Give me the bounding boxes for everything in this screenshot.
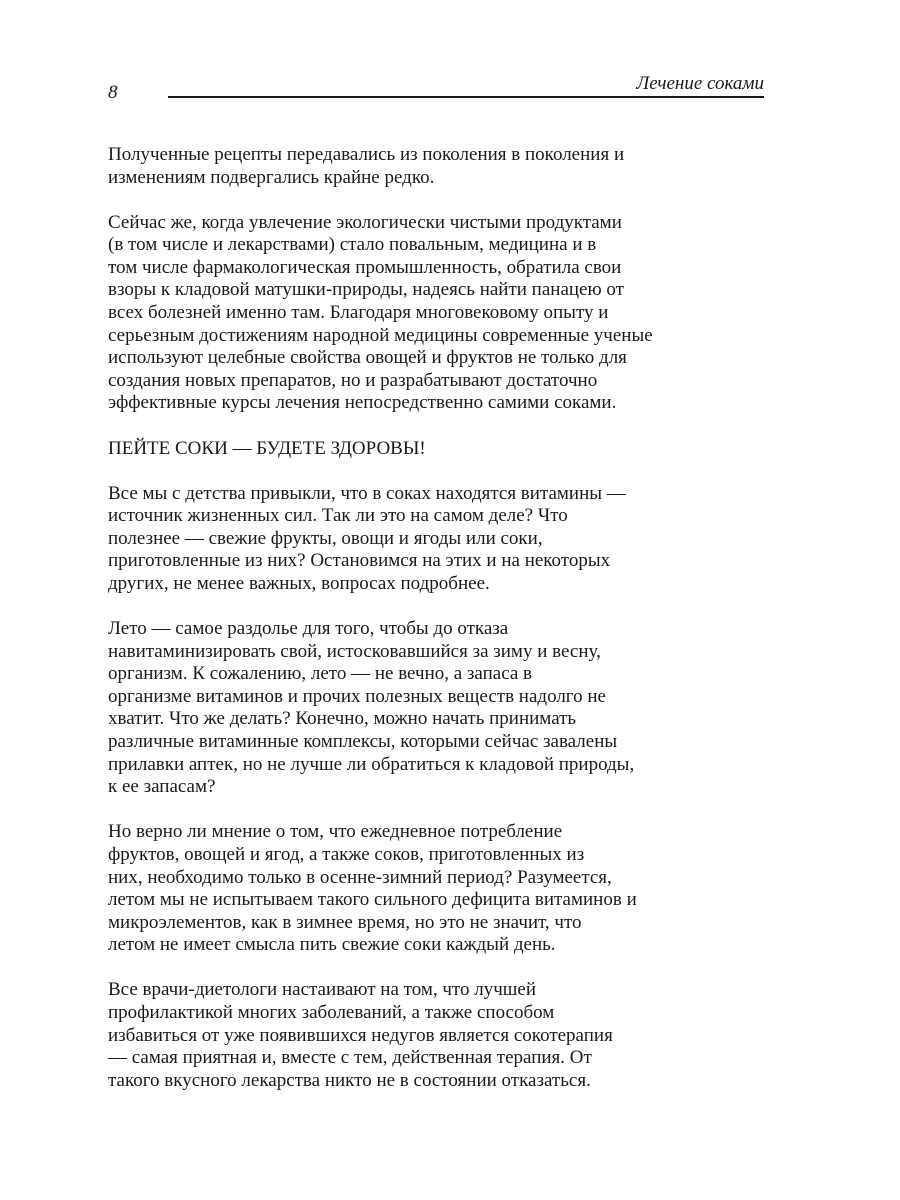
text-line: Сейчас же, когда увлечение экологически чистыми продуктами (108, 211, 622, 233)
paragraph (108, 821, 688, 957)
text-line: эффективные курсы лечения непосредственно самими соками. (108, 392, 617, 414)
paragraph (108, 144, 688, 189)
section-paragraphs (108, 483, 688, 1093)
text-line: прилавки аптек, но не лучше ли обратиться к кладовой природы, (108, 753, 635, 775)
paragraph (108, 483, 688, 596)
text-line: Все врачи-диетологи настаивают на том, что лучшей (108, 979, 536, 1001)
text-line: микроэлементов, как в зимнее время, но это не значит, что (108, 911, 582, 933)
page-body (108, 144, 688, 1115)
text-line: создания новых препаратов, но и разрабатывают достаточно (108, 369, 598, 391)
text-line: навитаминизировать свой, истосковавшийся за зиму и весну, (108, 640, 601, 662)
running-title: Лечение соками (636, 73, 764, 94)
page-number: 8 (108, 82, 118, 103)
text-line: источник жизненных сил. Так ли это на самом деле? Что (108, 505, 568, 527)
text-line: Лето — самое раздолье для того, чтобы до отказа (108, 618, 509, 640)
text-line: такого вкусного лекарства никто не в состоянии отказаться. (108, 1069, 591, 1091)
text-line: летом не имеет смысла пить свежие соки каждый день. (108, 934, 556, 956)
text-line: — самая приятная и, вместе с тем, действенная терапия. От (108, 1047, 592, 1069)
text-line: других, не менее важных, вопросах подробнее. (108, 573, 490, 594)
text-line: летом мы не испытываем такого сильного дефицита витаминов и (108, 889, 637, 911)
text-line: изменениям подвергались крайне редко. (108, 166, 435, 188)
paragraph (108, 979, 688, 1092)
paragraph (108, 212, 688, 415)
text-line: различные витаминные комплексы, которыми сейчас завалены (108, 731, 618, 753)
text-line: том числе фармакологическая промышленность, обратила свои (108, 256, 622, 278)
text-line: взоры к кладовой матушки-природы, надеясь найти панацею от (108, 279, 624, 301)
text-line: организме витаминов и прочих полезных веществ надолго не (108, 685, 606, 707)
text-line: профилактикой многих заболеваний, а также способом (108, 1002, 555, 1023)
text-line: используют целебные свойства овощей и фруктов не только для (108, 347, 627, 369)
text-line: полезнее — свежие фрукты, овощи и ягоды или соки, (108, 527, 543, 549)
text-line: (в том числе и лекарствами) стало повальным, медицина и в (108, 234, 597, 256)
text-line: всех болезней именно там. Благодаря многовековому опыту и (108, 302, 609, 324)
text-line: Но верно ли мнение о том, что ежедневное потребление (108, 821, 563, 843)
text-line: приготовленные из них? Остановимся на этих и на некоторых (108, 550, 611, 572)
section-heading: ПЕЙТЕ СОКИ — БУДЕТЕ ЗДОРОВЫ! (108, 437, 426, 459)
text-line: фруктов, овощей и ягод, а также соков, приготовленных из (108, 843, 585, 865)
text-line: серьезным достижениям народной медицины современные ученые (108, 324, 653, 346)
text-line: к ее запасам? (108, 776, 216, 798)
text-line: организм. К сожалению, лето — не вечно, а запаса в (108, 663, 533, 685)
text-line: избавиться от уже появившихся недугов является сокотерапия (108, 1024, 613, 1046)
text-line: Полученные рецепты передавались из поколения в поколения и (108, 144, 625, 165)
intro-paragraphs (108, 144, 688, 415)
text-line: Все мы с детства привыкли, что в соках находятся витамины — (108, 482, 626, 504)
text-line: них, необходимо только в осенне-зимний период? Разумеется, (108, 866, 612, 888)
paragraph (108, 618, 688, 799)
text-line: хватит. Что же делать? Конечно, можно начать принимать (108, 708, 577, 730)
header-rule (168, 96, 764, 98)
